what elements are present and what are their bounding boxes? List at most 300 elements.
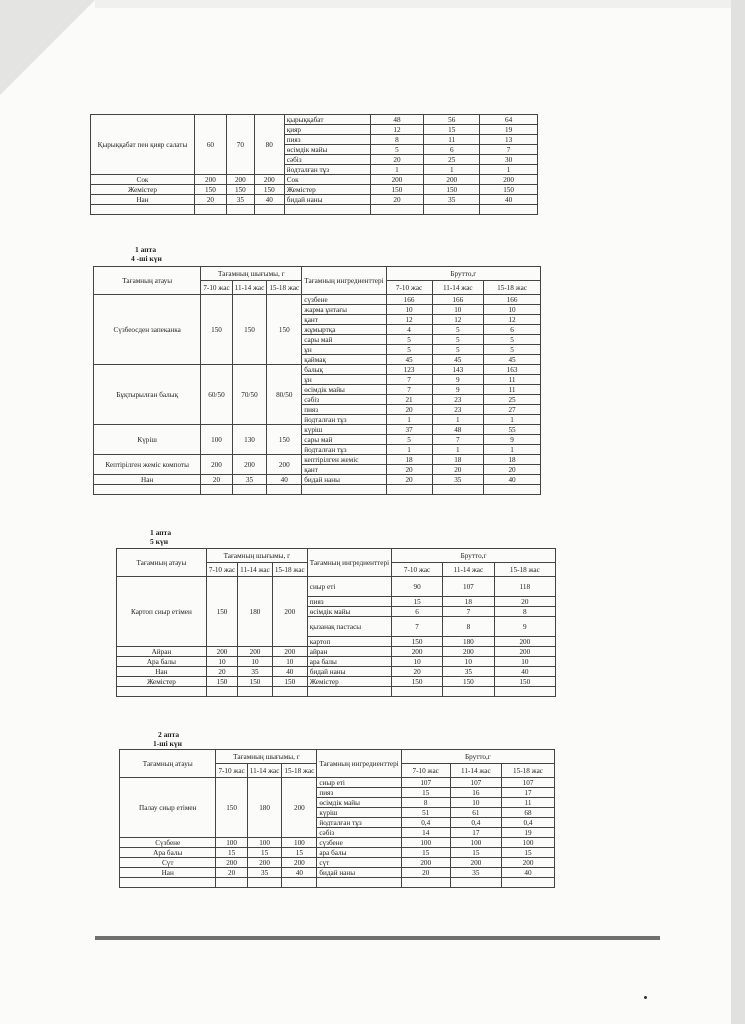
dish-output-cell: 200 [206,647,237,657]
dish-name-cell: Жемістер [91,185,195,195]
section-day-label-2: 5 күн [150,537,169,546]
gross-value-cell: 5 [386,345,432,355]
table-row [91,185,538,195]
gross-value-cell: 150 [392,677,443,687]
gross-value-cell: 20 [484,465,541,475]
dish-output-cell: 200 [254,175,284,185]
dish-output-cell: 20 [206,667,237,677]
gross-value-cell: 7 [386,385,432,395]
dish-name-cell: Айран [117,647,207,657]
ingredient-name-cell: картоп [307,637,391,647]
ingredient-name-cell: пияз [317,788,401,798]
ingredient-name-cell: кептірілген жеміс [302,455,386,465]
dish-name-cell: Кептірілген жеміс компоты [94,455,201,475]
ingredient-name-cell: өсімдік майы [302,385,386,395]
empty-cell [386,485,432,495]
gross-value-cell: 25 [424,155,480,165]
gross-value-cell: 20 [432,465,484,475]
header-dish-name: Тағамның атауы [117,549,207,577]
ingredient-name-cell: қызанақ пастасы [307,617,391,637]
gross-value-cell: 7 [480,145,538,155]
table-row [91,115,538,125]
ingredient-name-cell: жарма ұнтағы [302,305,386,315]
dish-output-cell: 200 [201,455,232,475]
gross-value-cell: 15 [450,848,501,858]
gross-value-cell: 45 [432,355,484,365]
section-week-label-3: 2 апта [158,730,180,739]
empty-cell [284,205,370,215]
header-age-output: 15-18 жас [272,563,307,577]
dish-output-cell: 10 [272,657,307,667]
dish-output-cell: 200 [247,858,282,868]
gross-value-cell: 1 [484,445,541,455]
ingredient-name-cell: өсімдік майы [307,607,391,617]
ingredient-name-cell: сүзбене [317,838,401,848]
gross-value-cell: 40 [494,667,555,677]
gross-value-cell: 15 [401,788,450,798]
empty-cell [302,485,386,495]
ingredient-name-cell: айран [307,647,391,657]
gross-value-cell: 143 [432,365,484,375]
dish-name-cell: Бұқтырылған балық [94,365,201,425]
gross-value-cell: 20 [370,195,424,205]
ingredient-name-cell: пияз [302,405,386,415]
menu-table-week1-day5 [116,548,556,697]
gross-value-cell: 1 [370,165,424,175]
ingredient-name-cell: бидай наны [284,195,370,205]
dish-output-cell: 150 [216,778,247,838]
gross-value-cell: 18 [484,455,541,465]
dish-output-cell: 200 [238,647,273,657]
gross-value-cell: 1 [480,165,538,175]
gross-value-cell: 7 [432,435,484,445]
empty-cell [484,485,541,495]
gross-value-cell: 163 [484,365,541,375]
empty-cell [307,687,391,697]
gross-value-cell: 14 [401,828,450,838]
ingredient-name-cell: қант [302,315,386,325]
ingredient-name-cell: күріш [302,425,386,435]
header-age-output: 15-18 жас [282,764,317,778]
gross-value-cell: 5 [432,345,484,355]
table-row [117,647,556,657]
dish-output-cell: 80 [254,115,284,175]
header-age-gross: 7-10 жас [401,764,450,778]
dish-name-cell: Сүзбене [120,838,216,848]
empty-cell [201,485,232,495]
ingredient-name-cell: пияз [307,597,391,607]
table-row [91,175,538,185]
gross-value-cell: 150 [392,637,443,647]
gross-value-cell: 107 [443,577,495,597]
gross-value-cell: 200 [401,858,450,868]
header-age-gross: 15-18 жас [484,281,541,295]
header-output: Тағамның шығымы, г [216,750,317,764]
page-top-edge [95,0,731,8]
dish-output-cell: 100 [216,838,247,848]
dish-output-cell: 150 [238,677,273,687]
dish-output-cell: 40 [267,475,302,485]
gross-value-cell: 150 [424,185,480,195]
menu-table-top [90,114,538,215]
ingredient-name-cell: балық [302,365,386,375]
gross-value-cell: 13 [480,135,538,145]
ingredient-name-cell: қант [302,465,386,475]
gross-value-cell: 40 [484,475,541,485]
ingredient-name-cell: сүт [317,858,401,868]
gross-value-cell: 1 [432,445,484,455]
dish-output-cell: 150 [232,295,267,365]
empty-cell [94,485,201,495]
table-row [120,858,555,868]
header-age-gross: 11-14 жас [450,764,501,778]
table-row [117,667,556,677]
header-age-output: 15-18 жас [267,281,302,295]
dish-output-cell: 40 [254,195,284,205]
empty-cell [502,878,555,888]
gross-value-cell: 35 [424,195,480,205]
empty-cell [401,878,450,888]
dish-output-cell: 20 [201,475,232,485]
gross-value-cell: 10 [392,657,443,667]
dish-name-cell: Сүт [120,858,216,868]
gross-value-cell: 21 [386,395,432,405]
dish-output-cell: 10 [238,657,273,667]
gross-value-cell: 150 [494,677,555,687]
header-age-output: 7-10 жас [206,563,237,577]
gross-value-cell: 0,4 [450,818,501,828]
gross-value-cell: 48 [432,425,484,435]
gross-value-cell: 118 [494,577,555,597]
dish-output-cell: 200 [282,778,317,838]
gross-value-cell: 48 [370,115,424,125]
gross-value-cell: 12 [484,315,541,325]
header-age-gross: 11-14 жас [443,563,495,577]
gross-value-cell: 10 [484,305,541,315]
gross-value-cell: 19 [502,828,555,838]
menu-table-week2-day1 [119,749,555,888]
ingredient-name-cell: сүзбене [302,295,386,305]
dish-output-cell: 130 [232,425,267,455]
gross-value-cell: 27 [484,405,541,415]
ingredient-name-cell: йодталған тұз [302,415,386,425]
table-row [94,425,541,435]
gross-value-cell: 37 [386,425,432,435]
header-age-gross: 7-10 жас [392,563,443,577]
dish-output-cell: 200 [272,577,307,647]
gross-value-cell: 45 [386,355,432,365]
ingredient-name-cell: сары май [302,335,386,345]
empty-cell [443,687,495,697]
gross-value-cell: 20 [386,465,432,475]
gross-value-cell: 150 [443,677,495,687]
table-row [94,475,541,485]
dish-output-cell: 200 [232,455,267,475]
gross-value-cell: 166 [484,295,541,305]
page-right-edge [731,0,745,1024]
gross-value-cell: 200 [502,858,555,868]
gross-value-cell: 45 [484,355,541,365]
gross-value-cell: 11 [484,385,541,395]
gross-value-cell: 23 [432,395,484,405]
table-row [94,295,541,305]
table-row [117,577,556,597]
gross-value-cell: 12 [432,315,484,325]
gross-value-cell: 51 [401,808,450,818]
section-week-label-2: 1 апта [150,528,172,537]
gross-value-cell: 8 [494,607,555,617]
ingredient-name-cell: ұн [302,375,386,385]
ingredient-name-cell: қаймақ [302,355,386,365]
ingredient-name-cell: қырыққабат [284,115,370,125]
ingredient-name-cell: сиыр еті [317,778,401,788]
empty-cell [91,205,195,215]
empty-cell [392,687,443,697]
gross-value-cell: 11 [484,375,541,385]
dish-output-cell: 35 [226,195,254,205]
dish-output-cell: 200 [226,175,254,185]
gross-value-cell: 56 [424,115,480,125]
empty-cell [267,485,302,495]
ingredient-name-cell: сәбіз [302,395,386,405]
dish-output-cell: 10 [206,657,237,667]
gross-value-cell: 35 [432,475,484,485]
ingredient-name-cell: сиыр еті [307,577,391,597]
header-dish-name: Тағамның атауы [94,267,201,295]
header-gross: Брутто,г [386,267,540,281]
gross-value-cell: 12 [386,315,432,325]
empty-cell [216,878,247,888]
table-row [117,657,556,667]
gross-value-cell: 35 [450,868,501,878]
ingredient-name-cell: қияр [284,125,370,135]
ingredient-name-cell: пияз [284,135,370,145]
dish-name-cell: Нан [94,475,201,485]
header-age-output: 7-10 жас [201,281,232,295]
empty-cell [232,485,267,495]
dish-output-cell: 150 [206,677,237,687]
gross-value-cell: 20 [392,667,443,677]
empty-cell [282,878,317,888]
gross-value-cell: 5 [386,335,432,345]
gross-value-cell: 20 [370,155,424,165]
ingredient-name-cell: йодталған тұз [302,445,386,455]
dish-output-cell: 70 [226,115,254,175]
dish-output-cell: 150 [272,677,307,687]
table-row [91,195,538,205]
gross-value-cell: 166 [432,295,484,305]
gross-value-cell: 61 [450,808,501,818]
gross-value-cell: 20 [386,405,432,415]
dish-output-cell: 40 [282,868,317,878]
table-row-empty [91,205,538,215]
scan-speck [644,996,647,999]
dish-output-cell: 200 [267,455,302,475]
dish-output-cell: 200 [282,858,317,868]
gross-value-cell: 55 [484,425,541,435]
gross-value-cell: 18 [432,455,484,465]
gross-value-cell: 107 [502,778,555,788]
gross-value-cell: 6 [392,607,443,617]
empty-cell [272,687,307,697]
gross-value-cell: 200 [443,647,495,657]
dish-output-cell: 15 [282,848,317,858]
gross-value-cell: 68 [502,808,555,818]
gross-value-cell: 7 [386,375,432,385]
header-age-output: 11-14 жас [232,281,267,295]
gross-value-cell: 6 [484,325,541,335]
gross-value-cell: 18 [386,455,432,465]
table-row-empty [94,485,541,495]
gross-value-cell: 107 [450,778,501,788]
empty-cell [247,878,282,888]
gross-value-cell: 5 [432,335,484,345]
empty-cell [120,878,216,888]
gross-value-cell: 15 [392,597,443,607]
dish-output-cell: 150 [267,425,302,455]
gross-value-cell: 30 [480,155,538,165]
menu-table-week1-day4 [93,266,541,495]
gross-value-cell: 64 [480,115,538,125]
empty-cell [254,205,284,215]
empty-cell [424,205,480,215]
dish-output-cell: 20 [194,195,226,205]
gross-value-cell: 10 [432,305,484,315]
ingredient-name-cell: йодталған тұз [317,818,401,828]
gross-value-cell: 18 [443,597,495,607]
empty-cell [370,205,424,215]
gross-value-cell: 150 [370,185,424,195]
gross-value-cell: 10 [443,657,495,667]
dish-name-cell: Нан [91,195,195,205]
gross-value-cell: 5 [432,325,484,335]
ingredient-name-cell: сары май [302,435,386,445]
header-gross: Брутто,г [401,750,554,764]
header-age-output: 7-10 жас [216,764,247,778]
table-row [120,868,555,878]
ingredient-name-cell: бидай наны [307,667,391,677]
gross-value-cell: 4 [386,325,432,335]
dish-name-cell: Нан [120,868,216,878]
dish-output-cell: 60/50 [201,365,232,425]
gross-value-cell: 0,4 [502,818,555,828]
dish-name-cell: Жемістер [117,677,207,687]
dish-output-cell: 80/50 [267,365,302,425]
dish-name-cell: Сүзбеосден запеканка [94,295,201,365]
dish-name-cell: Палау сиыр етімен [120,778,216,838]
gross-value-cell: 90 [392,577,443,597]
ingredient-name-cell: Жемістер [307,677,391,687]
section-day-label-1: 4 -ші күн [131,254,162,263]
gross-value-cell: 1 [386,445,432,455]
scan-bottom-edge [95,936,660,940]
table-row [94,455,541,465]
gross-value-cell: 20 [386,475,432,485]
dish-output-cell: 15 [247,848,282,858]
table-row [94,365,541,375]
gross-value-cell: 8 [401,798,450,808]
ingredient-name-cell: сәбіз [317,828,401,838]
header-age-gross: 15-18 жас [502,764,555,778]
gross-value-cell: 10 [386,305,432,315]
dish-name-cell: Қырыққабат пен қияр салаты [91,115,195,175]
gross-value-cell: 6 [424,145,480,155]
header-age-gross: 15-18 жас [494,563,555,577]
ingredient-name-cell: күріш [317,808,401,818]
gross-value-cell: 20 [494,597,555,607]
gross-value-cell: 200 [480,175,538,185]
gross-value-cell: 107 [401,778,450,788]
gross-value-cell: 12 [370,125,424,135]
header-age-gross: 7-10 жас [386,281,432,295]
empty-cell [117,687,207,697]
empty-cell [450,878,501,888]
empty-cell [206,687,237,697]
dish-output-cell: 15 [216,848,247,858]
gross-value-cell: 180 [443,637,495,647]
folded-corner [0,0,95,95]
empty-cell [317,878,401,888]
gross-value-cell: 100 [401,838,450,848]
header-ingredients: Тағамның ингредиенттері [302,267,386,295]
empty-cell [432,485,484,495]
section-day-label-3: 1-ші күн [153,739,182,748]
ingredient-name-cell: ұн [302,345,386,355]
table-row-empty [117,687,556,697]
header-output: Тағамның шығымы, г [206,549,307,563]
dish-output-cell: 40 [272,667,307,677]
gross-value-cell: 5 [484,345,541,355]
gross-value-cell: 5 [386,435,432,445]
gross-value-cell: 200 [494,637,555,647]
dish-output-cell: 100 [201,425,232,455]
gross-value-cell: 20 [401,868,450,878]
dish-output-cell: 180 [247,778,282,838]
header-age-gross: 11-14 жас [432,281,484,295]
dish-output-cell: 200 [194,175,226,185]
dish-name-cell: Картоп сиыр етімен [117,577,207,647]
gross-value-cell: 15 [401,848,450,858]
ingredient-name-cell: жұмыртқа [302,325,386,335]
gross-value-cell: 200 [370,175,424,185]
table-row-empty [120,878,555,888]
gross-value-cell: 11 [502,798,555,808]
gross-value-cell: 1 [386,415,432,425]
table-row [120,848,555,858]
dish-output-cell: 70/50 [232,365,267,425]
ingredient-name-cell: өсімдік майы [284,145,370,155]
ingredient-name-cell: ара балы [307,657,391,667]
gross-value-cell: 5 [370,145,424,155]
gross-value-cell: 1 [432,415,484,425]
ingredient-name-cell: сәбіз [284,155,370,165]
gross-value-cell: 150 [480,185,538,195]
dish-output-cell: 180 [238,577,273,647]
gross-value-cell: 40 [480,195,538,205]
gross-value-cell: 200 [494,647,555,657]
gross-value-cell: 15 [424,125,480,135]
dish-output-cell: 150 [267,295,302,365]
gross-value-cell: 11 [424,135,480,145]
dish-output-cell: 150 [226,185,254,195]
gross-value-cell: 15 [502,848,555,858]
dish-name-cell: Күріш [94,425,201,455]
dish-name-cell: Нан [117,667,207,677]
empty-cell [194,205,226,215]
ingredient-name-cell: Сок [284,175,370,185]
table-row [120,778,555,788]
dish-output-cell: 20 [216,868,247,878]
